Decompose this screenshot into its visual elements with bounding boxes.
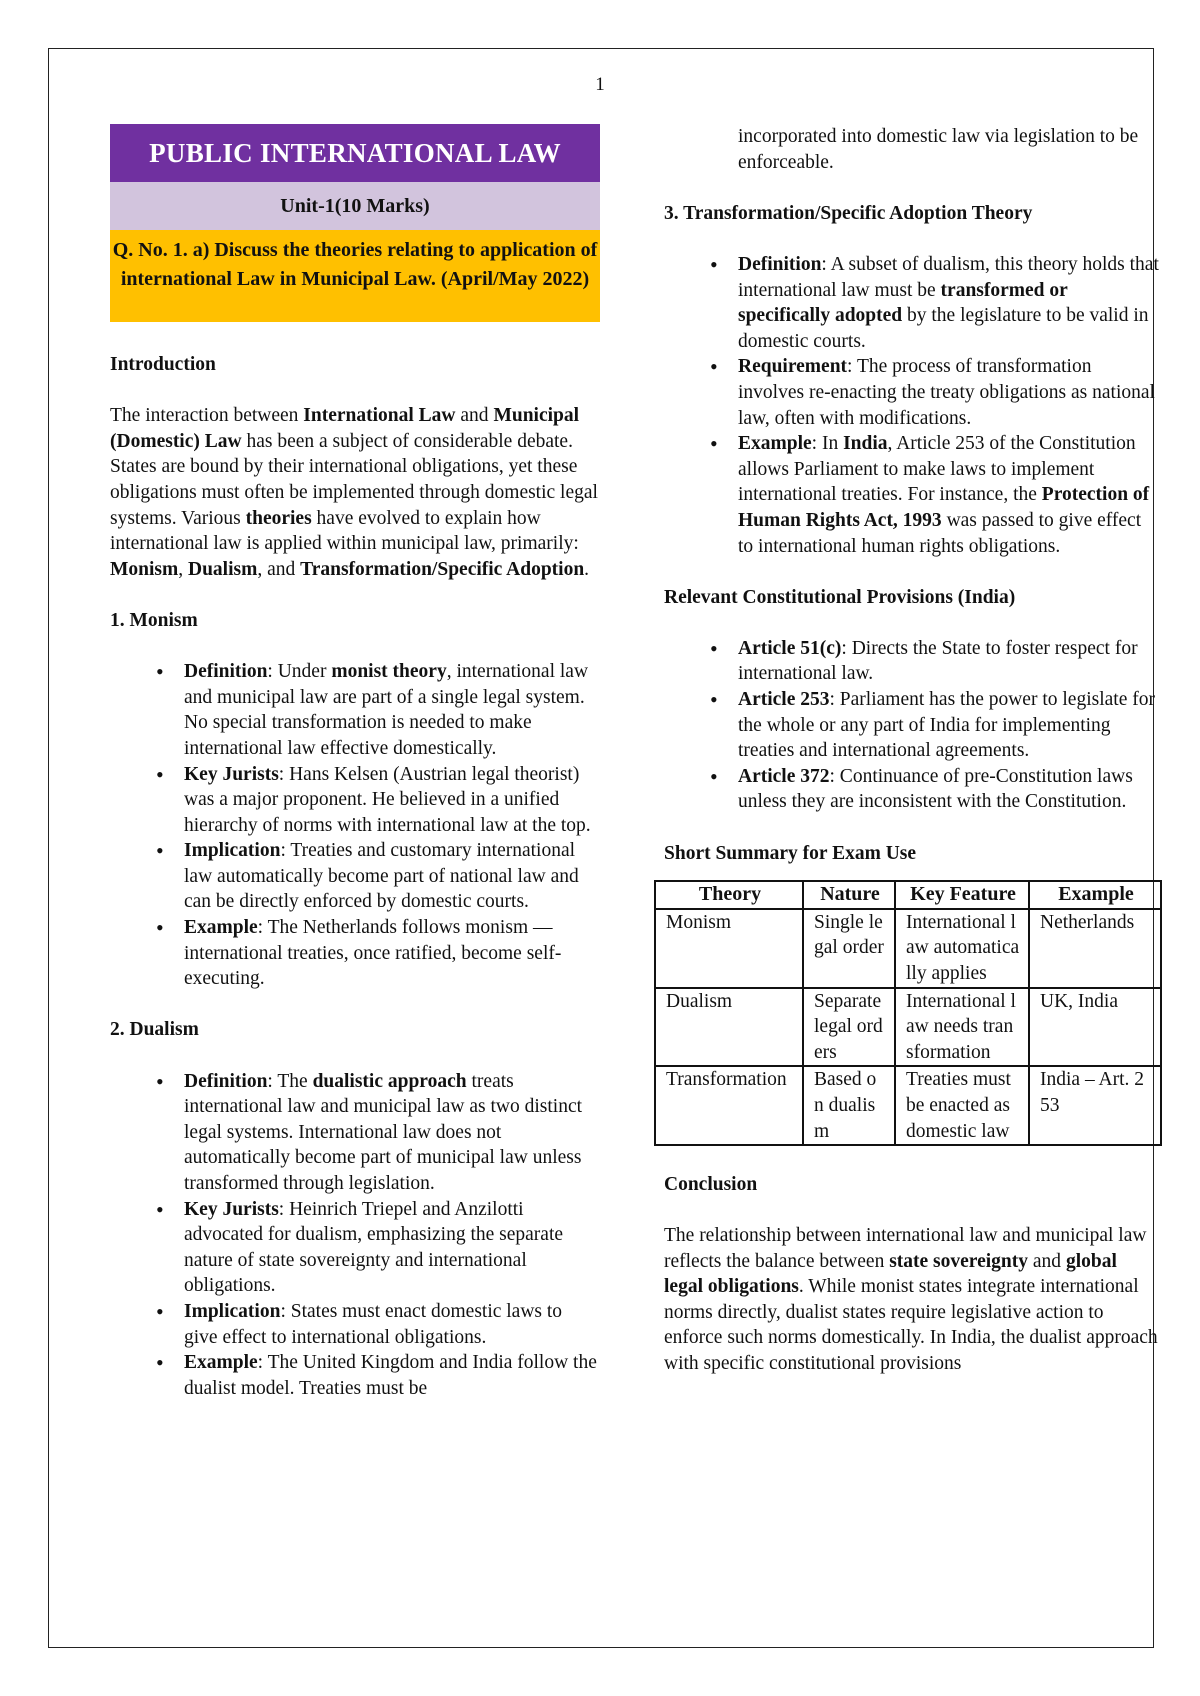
list-item: • Article 372: Continuance of pre-Constitution laws unless they are inconsistent with the Constitution.: [664, 764, 1160, 815]
list-item: • Requirement: The process of transformation involves re-enacting the treaty obligations as national law, often with modifications.: [664, 354, 1160, 431]
table-cell: Single legal order: [803, 909, 895, 988]
list-item: • Definition: Under monist theory, international law and municipal law are part of a single legal system. No special transformation is needed to make international law effective domestically.: [110, 659, 600, 761]
table-row: [655, 988, 1161, 1067]
transformation-list: [664, 252, 1160, 559]
table-cell: Monism: [655, 909, 803, 988]
table-cell: India – Art. 253: [1029, 1066, 1161, 1145]
list-item: • Example: The United Kingdom and India follow the dualist model. Treaties must be: [110, 1350, 600, 1401]
summary-table: [654, 880, 1162, 1146]
table-cell: Transformation: [655, 1066, 803, 1145]
list-item: • Article 51(c): Directs the State to foster respect for international law.: [664, 636, 1160, 687]
left-column: [110, 124, 600, 1401]
conclusion-paragraph: The relationship between international law and municipal law reflects the balance between state sovereignty and global legal obligations. While monist states integrate international norms directly, dualist states require legislative action to enforce such norms domestically. In India, the dualist approach with specific constitutional provisions: [664, 1224, 1158, 1374]
table-row: [655, 909, 1161, 988]
list-item: • Article 253: Parliament has the power to legislate for the whole or any part of India for implementing treaties and international agreements.: [664, 687, 1160, 764]
list-item: • Key Jurists: Heinrich Triepel and Anzilotti advocated for dualism, emphasizing the separate nature of state sovereignty and international obligations.: [110, 1197, 600, 1299]
table-cell: Separate legal orders: [803, 988, 895, 1067]
column-header: Nature: [803, 881, 895, 909]
list-item: • Example: In India, Article 253 of the Constitution allows Parliament to make laws to implement international treaties. For instance, the Protection of Human Rights Act, 1993 was passed to give effect to international human rights obligations.: [664, 431, 1160, 559]
column-header: Example: [1029, 881, 1161, 909]
provisions-heading: Relevant Constitutional Provisions (India): [664, 586, 1016, 608]
conclusion-heading: Conclusion: [664, 1173, 758, 1195]
dualism-example-continuation: incorporated into domestic law via legislation to be enforceable.: [738, 126, 1139, 173]
page-number: 1: [595, 74, 605, 95]
list-item: • Key Jurists: Hans Kelsen (Austrian legal theorist) was a major proponent. He believed in a unified hierarchy of norms with international law at the top.: [110, 762, 600, 839]
table-cell: Netherlands: [1029, 909, 1161, 988]
list-item: • Definition: A subset of dualism, this theory holds that international law must be transformed or specifically adopted by the legislature to be valid in domestic courts.: [664, 252, 1160, 354]
table-cell: International law automatically applies: [895, 909, 1029, 988]
table-header-row: [655, 881, 1161, 909]
question-box: Q. No. 1. a) Discuss the theories relating to application of international Law in Municipal Law. (April/May 2022): [110, 230, 600, 322]
table-row: [655, 1066, 1161, 1145]
list-item: • Definition: The dualistic approach treats international law and municipal law as two distinct legal systems. International law does not automatically become part of municipal law unless transformed through legislation.: [110, 1069, 600, 1197]
table-cell: International law needs transformation: [895, 988, 1029, 1067]
column-header: Key Feature: [895, 881, 1029, 909]
transformation-heading: 3. Transformation/Specific Adoption Theory: [664, 202, 1033, 224]
table-cell: Treaties must be enacted as domestic law: [895, 1066, 1029, 1145]
document-title: PUBLIC INTERNATIONAL LAW: [110, 124, 600, 182]
right-column: [664, 124, 1160, 1377]
table-cell: UK, India: [1029, 988, 1161, 1067]
list-item: • Implication: Treaties and customary international law automatically become part of national law and can be directly enforced by domestic courts.: [110, 838, 600, 915]
introduction-heading: Introduction: [110, 354, 216, 375]
table-cell: Dualism: [655, 988, 803, 1067]
monism-list: [110, 659, 600, 992]
dualism-list: [110, 1069, 600, 1402]
table-cell: Based on dualism: [803, 1066, 895, 1145]
unit-label: Unit-1(10 Marks): [110, 182, 600, 230]
introduction-paragraph: The interaction between International Law and Municipal (Domestic) Law has been a subject of considerable debate. States are bound by their international obligations, yet these obligations must often be implemented through domestic legal systems. Various theories have evolved to explain how international law is applied within municipal law, primarily: Monism, Dualism, and Transformation/Specific Adoption.: [110, 405, 598, 580]
summary-heading: Short Summary for Exam Use: [664, 842, 917, 864]
list-item: • Example: The Netherlands follows monism — international treaties, once ratified, become self-executing.: [110, 915, 600, 992]
list-item: • Implication: States must enact domestic laws to give effect to international obligations.: [110, 1299, 600, 1350]
column-header: Theory: [655, 881, 803, 909]
provisions-list: [664, 636, 1160, 815]
monism-heading: 1. Monism: [110, 609, 198, 631]
dualism-heading: 2. Dualism: [110, 1019, 199, 1041]
